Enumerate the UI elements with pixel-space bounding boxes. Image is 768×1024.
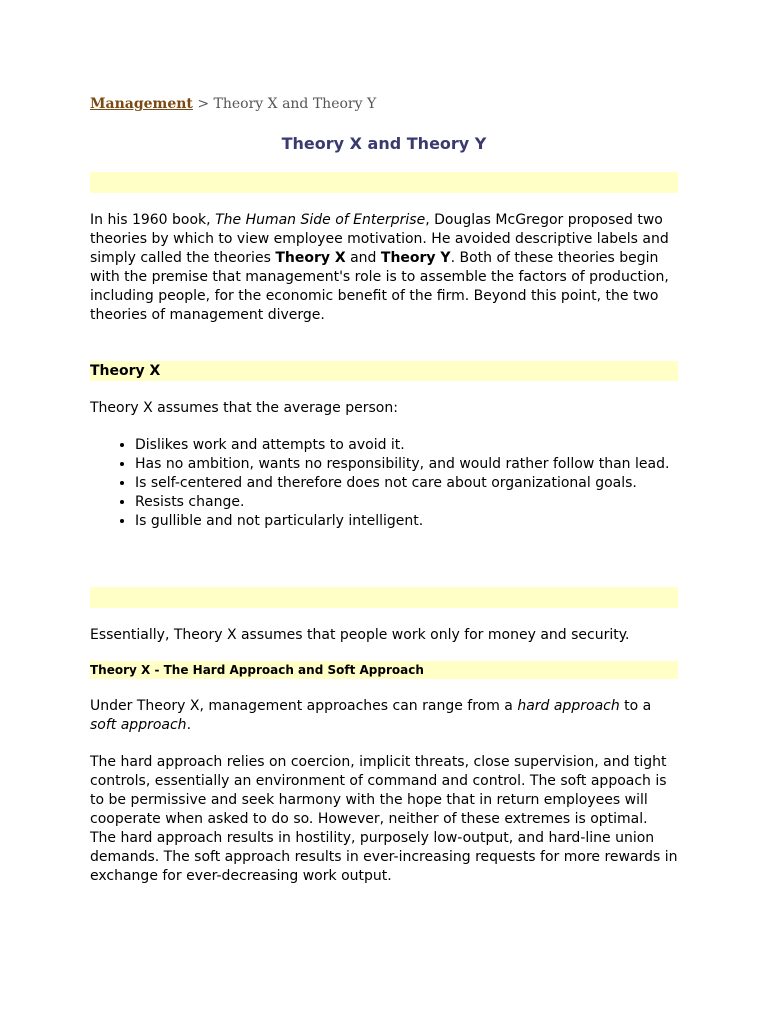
highlight-band (90, 172, 678, 193)
approaches-paragraph: Under Theory X, management approaches can range from a hard approach to a soft approach. (90, 698, 652, 733)
intro-paragraph: In his 1960 book, The Human Side of Enterprise, Douglas McGregor proposed two theories by which to view employee motivation. He avoided descriptive labels and simply called the theories Theory X and Theory Y. Both of these theories begin with the premise that management's role is to assemble the factors of production, including people, for the economic benefit of the firm. Beyond this point, the two theories of management diverge. (90, 212, 669, 323)
list-item: • Is gullible and not particularly intelligent. (135, 512, 678, 531)
book-title: The Human Side of Enterprise (215, 212, 426, 228)
list-item: • Is self-centered and therefore does not care about organizational goals. (135, 474, 678, 493)
list-item: • Dislikes work and attempts to avoid it. (135, 436, 678, 455)
list-item: • Has no ambition, wants no responsibility, and would rather follow than lead. (135, 455, 678, 474)
list-item: • Resists change. (135, 493, 678, 512)
section-heading-hard-soft: Theory X - The Hard Approach and Soft Approach (90, 661, 678, 679)
breadcrumb-separator: > (192, 96, 214, 112)
breadcrumb-link-management[interactable]: Management (90, 96, 193, 112)
theory-x-term: Theory X (275, 250, 346, 266)
theory-y-term: Theory Y (380, 250, 451, 266)
section-heading-theory-x: Theory X (90, 361, 678, 381)
theory-x-assumptions-list (90, 436, 678, 531)
page-title: Theory X and Theory Y (281, 134, 487, 153)
hard-soft-paragraph: The hard approach relies on coercion, implicit threats, close supervision, and tight controls, essentially an environment of command and control. The soft appoach is to be permissive and seek harmony with the hope that in return employees will cooperate when asked to do so. However, neither of these extremes is optimal. The hard approach results in hostility, purposely low-output, and hard-line union demands. The soft approach results in ever-increasing requests for more rewards in exchange for ever-decreasing work output. (90, 754, 678, 884)
theory-x-summary: Essentially, Theory X assumes that people work only for money and security. (90, 627, 630, 643)
breadcrumb (90, 96, 376, 112)
breadcrumb-current: Theory X and Theory Y (213, 96, 377, 112)
theory-x-lead: Theory X assumes that the average person: (90, 400, 398, 416)
highlight-band (90, 587, 678, 608)
